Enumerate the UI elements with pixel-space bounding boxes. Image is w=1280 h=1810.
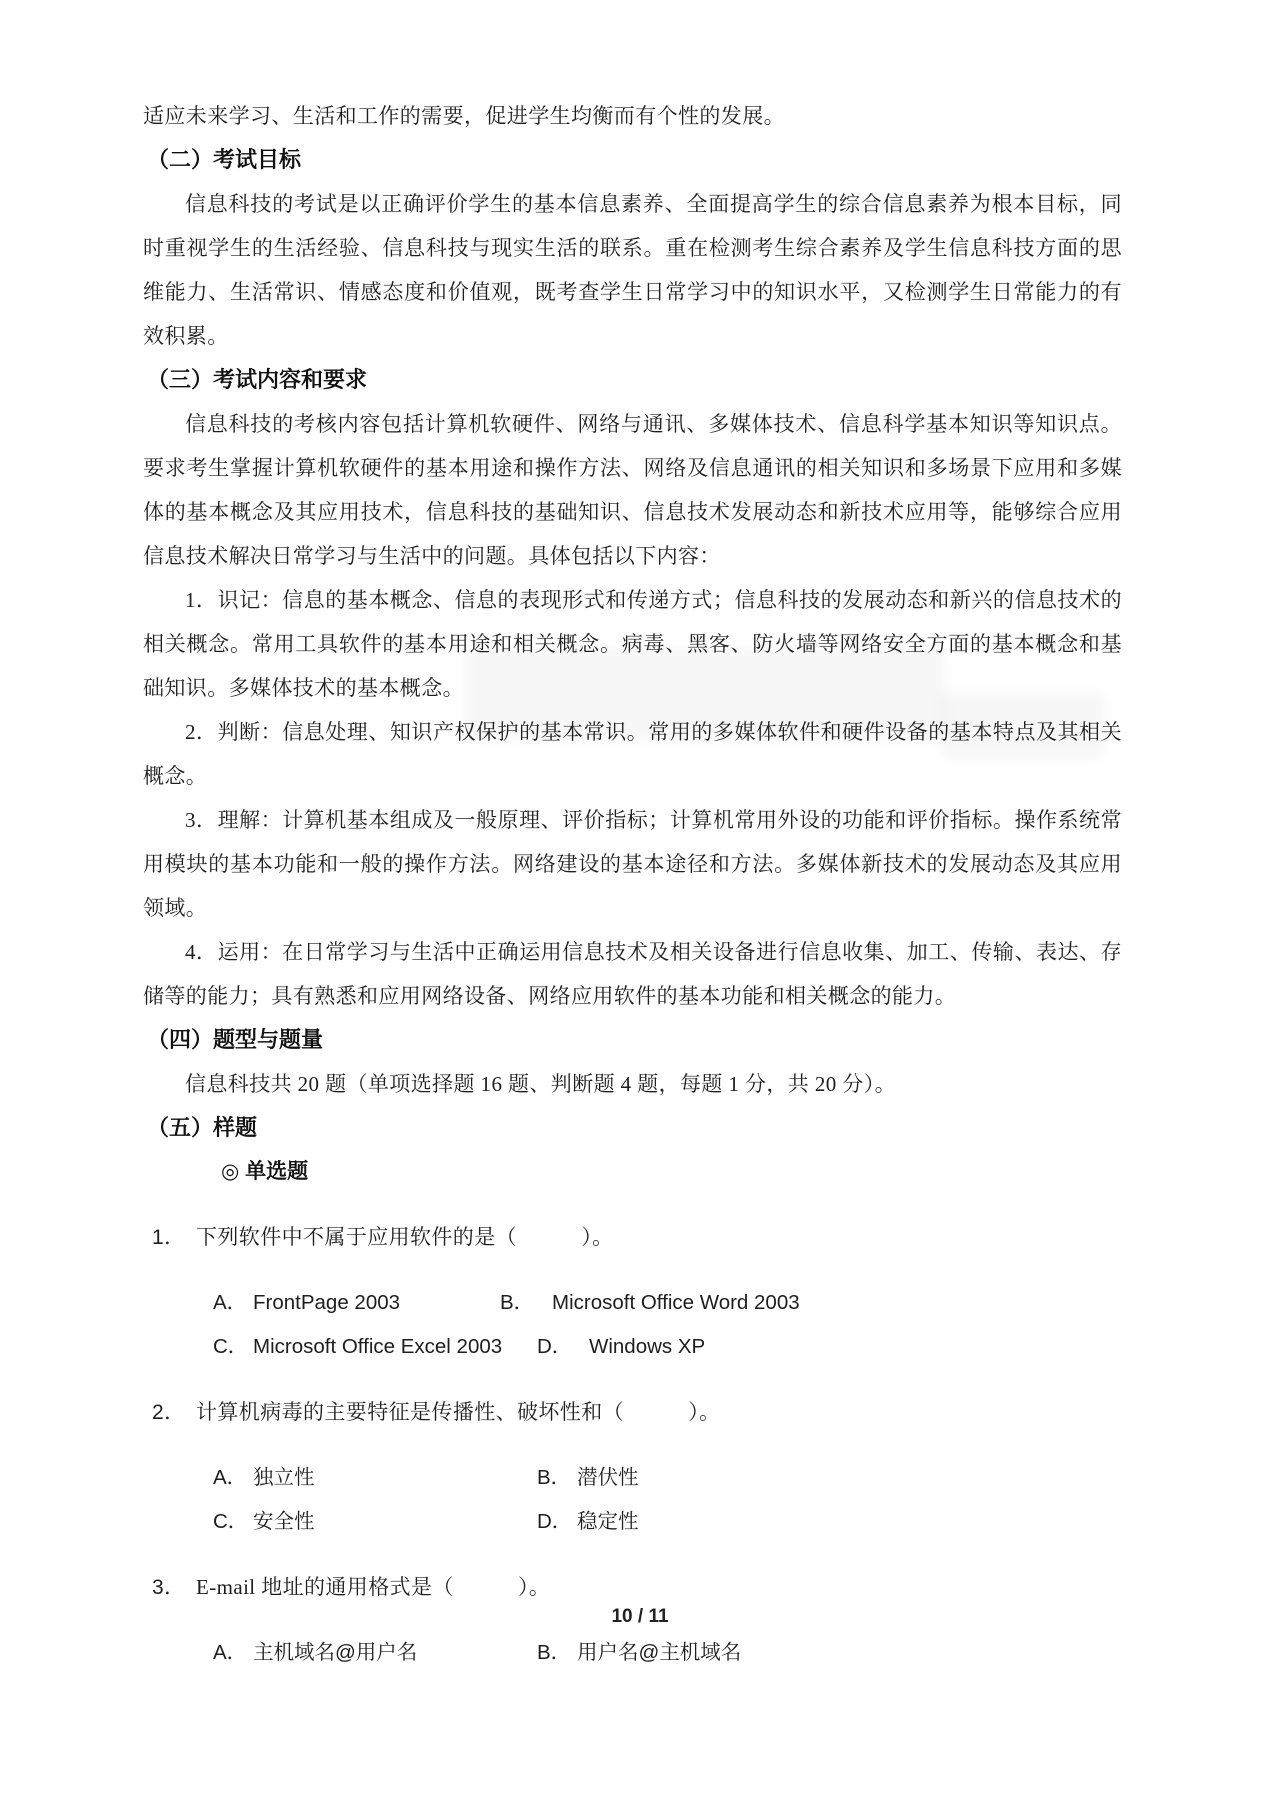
option-a-label: A．: [213, 1466, 248, 1489]
option-b-label: B．: [537, 1466, 572, 1489]
question-3-text: E-mail 地址的通用格式是（ ）。: [196, 1575, 551, 1599]
option-c: [213, 1325, 537, 1369]
option-b: [500, 1281, 800, 1325]
option-c-text: 安全性: [253, 1510, 315, 1533]
question-1-option-row-2: [143, 1325, 1122, 1369]
option-d: [537, 1500, 639, 1544]
page-number: 10 / 11: [611, 1606, 669, 1627]
option-b-label: B．: [537, 1641, 572, 1664]
option-a-text: 主机域名@用户名: [253, 1641, 418, 1664]
question-3-line: [143, 1565, 1122, 1610]
question-1-option-row-1: [143, 1281, 1122, 1325]
option-b-text: Microsoft Office Word 2003: [552, 1291, 800, 1314]
option-c: [213, 1500, 537, 1544]
document-content: [143, 94, 1122, 1675]
section3-item-2: 2．判断：信息处理、知识产权保护的基本常识。常用的多媒体软件和硬件设备的基本特点及其相关概念。: [143, 720, 1122, 788]
option-b-text: 用户名@主机域名: [577, 1641, 742, 1664]
section-heading-3: （三）考试内容和要求: [147, 367, 368, 392]
section2-paragraph: 信息科技的考试是以正确评价学生的基本信息素养、全面提高学生的综合信息素养为根本目标，同时重视学生的生活经验、信息科技与现实生活的联系。重在检测考生综合素养及学生信息科技方面的思维能力、生活常识、情感态度和价值观，既考查学生日常学习中的知识水平，又检测学生日常能力的有效积累。: [143, 192, 1122, 348]
section3-item-4: 4．运用：在日常学习与生活中正确运用信息技术及相关设备进行信息收集、加工、传输、表达、存储等的能力；具有熟悉和应用网络设备、网络应用软件的基本功能和相关概念的能力。: [143, 940, 1122, 1008]
option-d-label: D．: [537, 1335, 573, 1358]
question-2-option-row-2: [143, 1500, 1122, 1544]
question-1-line: [143, 1215, 1122, 1260]
question-2-text: 计算机病毒的主要特征是传播性、破坏性和（ ）。: [196, 1400, 721, 1424]
option-b: [537, 1456, 639, 1500]
question-1-number: 1．: [152, 1226, 186, 1249]
option-a-text: FrontPage 2003: [253, 1291, 401, 1314]
option-a: [213, 1631, 537, 1675]
option-d: [537, 1325, 705, 1369]
option-a-label: A．: [213, 1291, 248, 1314]
question-3-option-row-1: [143, 1631, 1122, 1675]
option-c-label: C．: [213, 1510, 249, 1533]
section3-intro-paragraph: 信息科技的考核内容包括计算机软硬件、网络与通讯、多媒体技术、信息科学基本知识等知识点。要求考生掌握计算机软硬件的基本用途和操作方法、网络及信息通讯的相关知识和多场景下应用和多媒体的基本概念及其应用技术，信息科技的基础知识、信息技术发展动态和新技术应用等，能够综合应用信息技术解决日常学习与生活中的问题。具体包括以下内容：: [143, 412, 1122, 568]
option-d-label: D．: [537, 1510, 573, 1533]
option-a: [213, 1456, 537, 1500]
single-choice-subheading: ◎ 单选题: [221, 1160, 309, 1183]
option-a-text: 独立性: [253, 1466, 315, 1489]
question-3-number: 3．: [152, 1576, 186, 1599]
option-b: [537, 1631, 741, 1675]
section-heading-4: （四）题型与题量: [147, 1027, 324, 1052]
option-c-label: C．: [213, 1335, 249, 1358]
section4-paragraph: 信息科技共 20 题（单项选择题 16 题、判断题 4 题，每题 1 分，共 20 分）。: [185, 1072, 896, 1096]
question-2-number: 2．: [152, 1401, 186, 1424]
section-heading-2: （二）考试目标: [147, 147, 302, 172]
question-2-option-row-1: [143, 1456, 1122, 1500]
option-a-label: A．: [213, 1641, 248, 1664]
section-heading-5: （五）样题: [147, 1115, 258, 1140]
option-b-label: B．: [500, 1291, 535, 1314]
question-2: [143, 1390, 1122, 1544]
question-2-line: [143, 1390, 1122, 1435]
section3-item-1: 1．识记：信息的基本概念、信息的表现形式和传递方式；信息科技的发展动态和新兴的信息技术的相关概念。常用工具软件的基本用途和相关概念。病毒、黑客、防火墙等网络安全方面的基本概念和基础知识。多媒体技术的基本概念。: [143, 588, 1122, 700]
section3-item-3: 3．理解：计算机基本组成及一般原理、评价指标；计算机常用外设的功能和评价指标。操作系统常用模块的基本功能和一般的操作方法。网络建设的基本途径和方法。多媒体新技术的发展动态及其应用领域。: [143, 808, 1122, 920]
option-d-text: 稳定性: [577, 1510, 639, 1533]
paragraph-continuation: 适应未来学习、生活和工作的需要，促进学生均衡而有个性的发展。: [143, 104, 785, 128]
option-b-text: 潜伏性: [577, 1466, 639, 1489]
option-d-text: Windows XP: [589, 1335, 706, 1358]
question-1: [143, 1215, 1122, 1369]
question-1-text: 下列软件中不属于应用软件的是（ ）。: [196, 1225, 614, 1249]
option-a: [213, 1281, 500, 1325]
option-c-text: Microsoft Office Excel 2003: [253, 1335, 503, 1358]
